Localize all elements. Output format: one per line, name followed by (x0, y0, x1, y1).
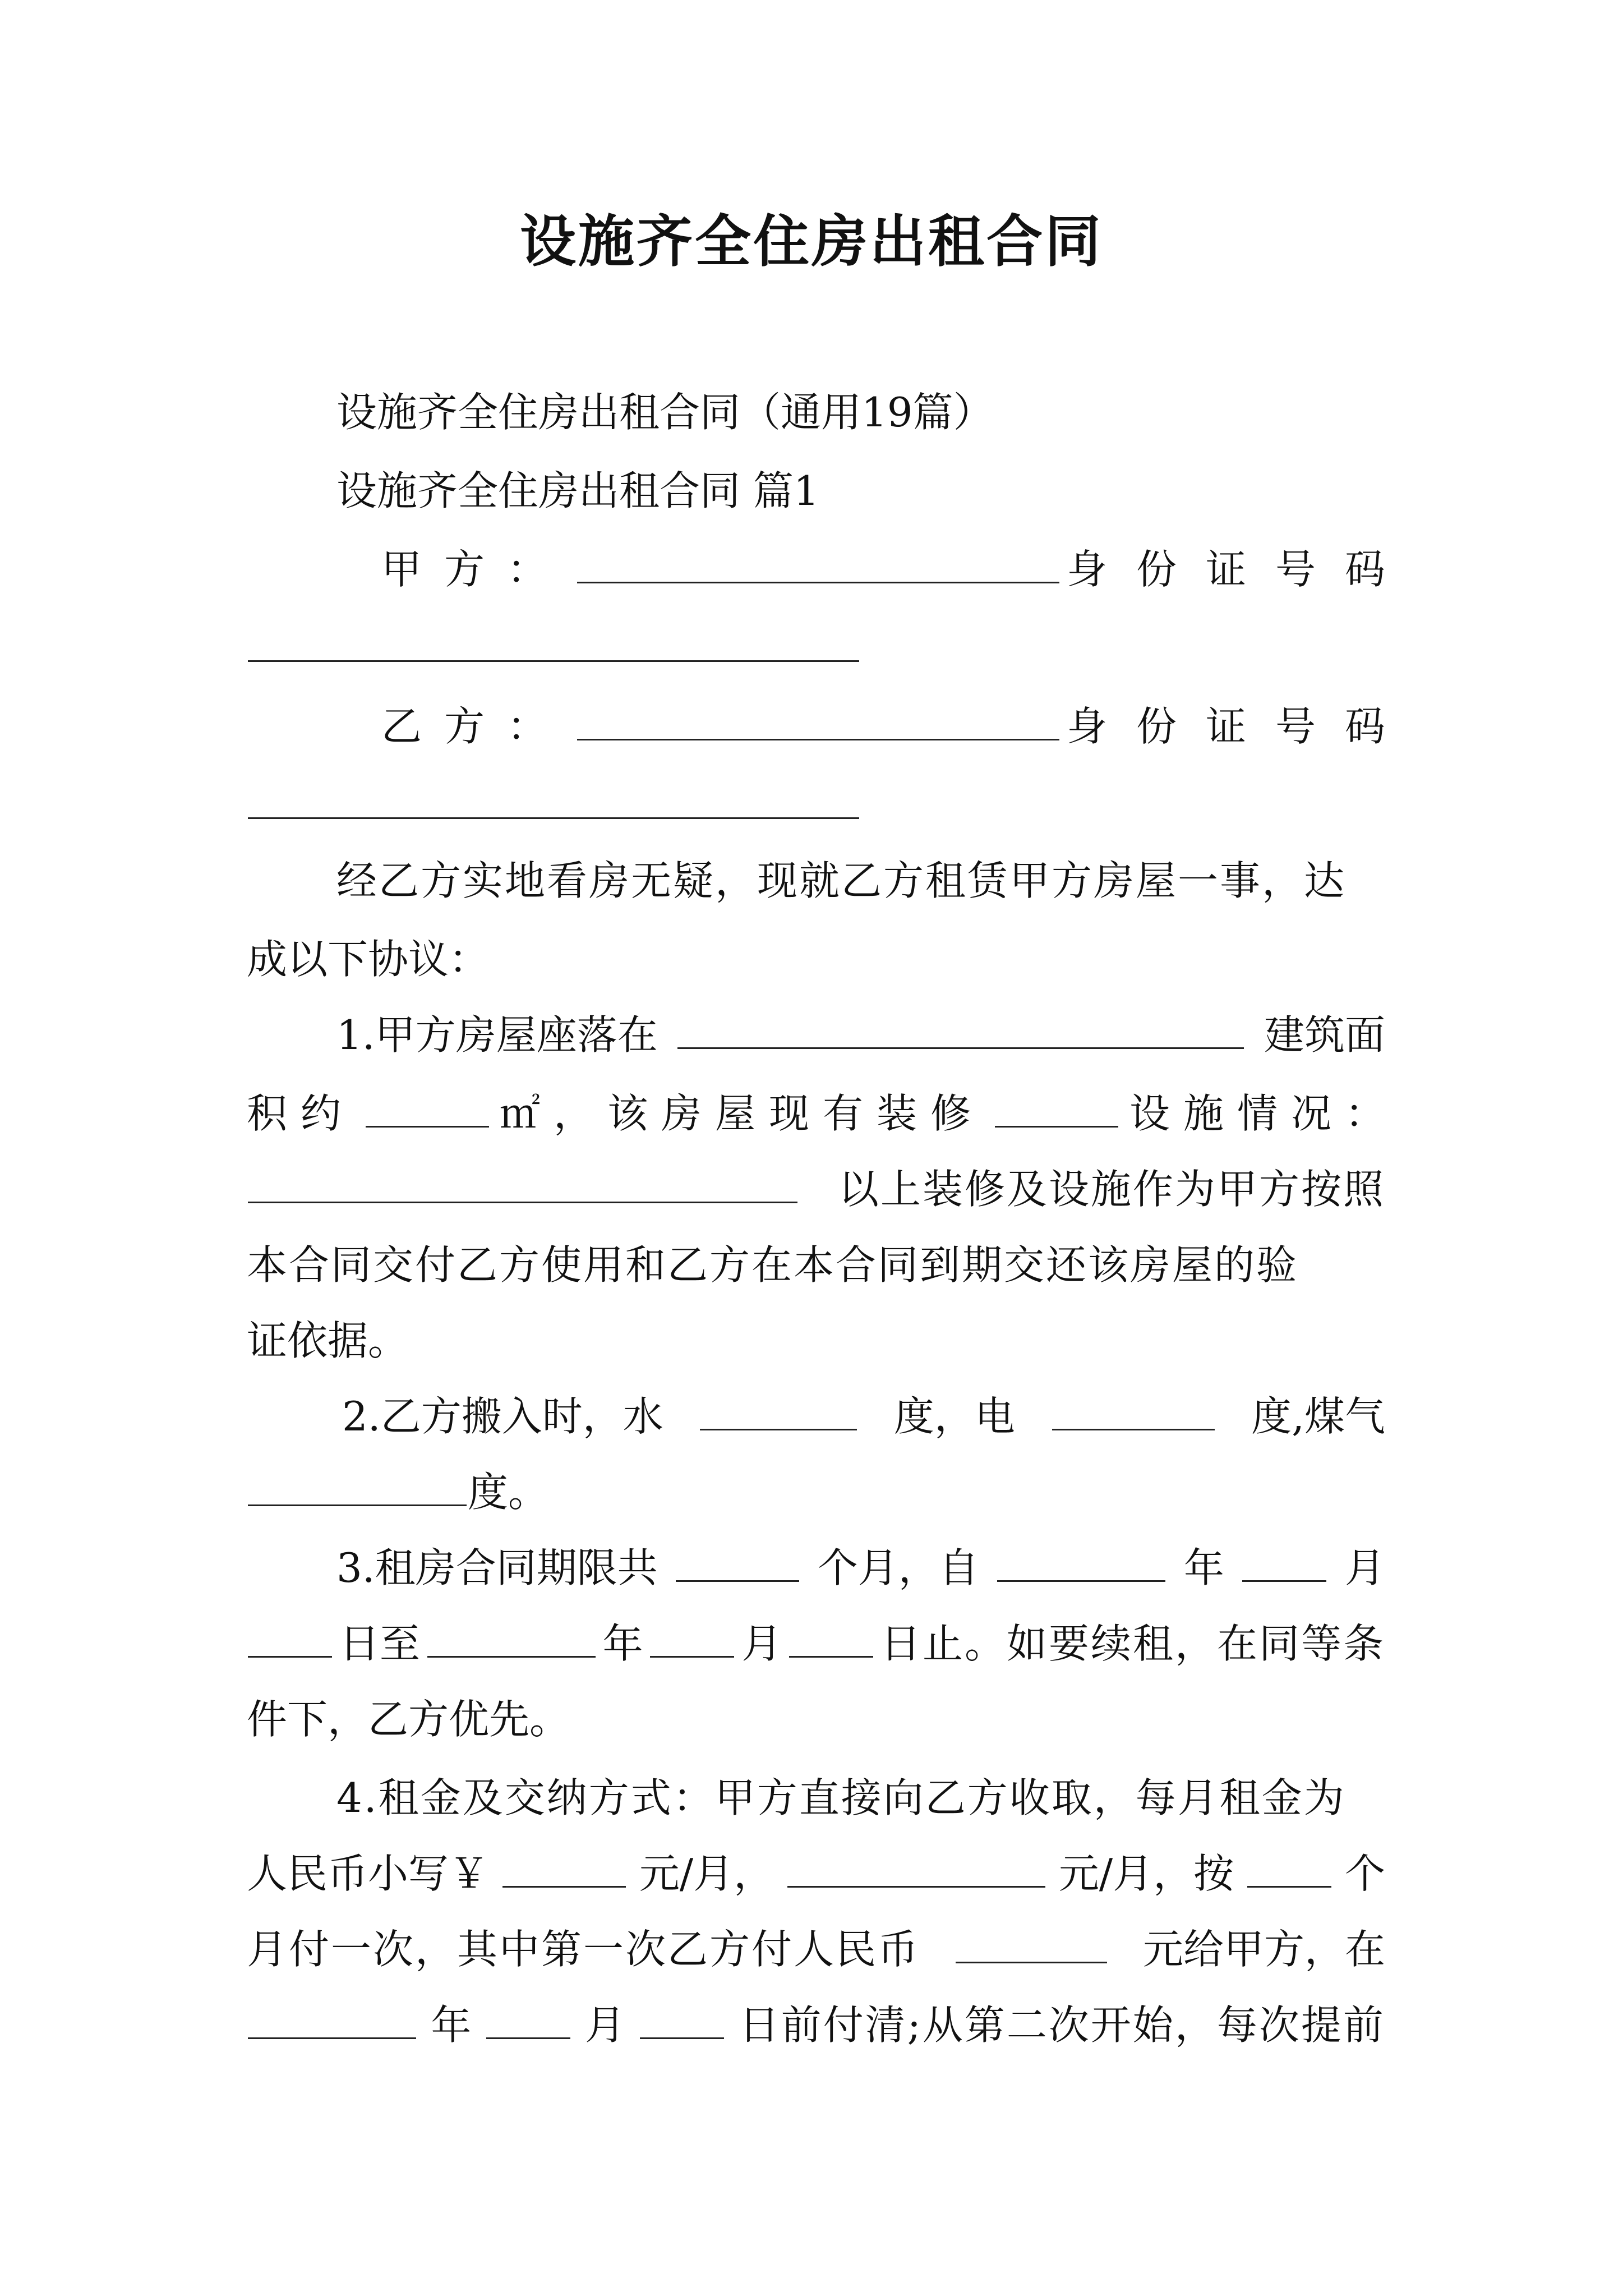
months-blank (676, 1541, 799, 1582)
clause-4-text-i: 月 (585, 2001, 626, 2049)
clause-1-text-g: 本合同交付乙方使用和乙方在本合同到期交还该房屋的验 (247, 1241, 1299, 1289)
pay-year-blank (248, 1998, 416, 2039)
party-a-line (247, 530, 1414, 609)
clause-1-line-4 (247, 1226, 1385, 1304)
clause-4-text-a: 4.租金及交纳方式：甲方直接向乙方收取，每月租金为 (336, 1774, 1346, 1821)
address-blank (677, 1008, 1244, 1049)
clause-1-text-e: 设施情况： (1129, 1090, 1399, 1137)
pay-day-blank (640, 1998, 724, 2039)
party-b-line (247, 687, 1414, 766)
intro-line-1 (247, 841, 1385, 920)
end-year-blank (427, 1617, 596, 1658)
clause-4-text-c: 元/月， (639, 1850, 774, 1897)
pay-interval-blank (1247, 1847, 1331, 1888)
intro-text-1: 经乙方实地看房无疑，现就乙方租赁甲方房屋一事，达 (336, 857, 1347, 904)
pay-month-blank (486, 1998, 570, 2039)
clause-4-line-3 (247, 1910, 1385, 1989)
clause-3-text-d: 月 (1344, 1544, 1385, 1591)
clause-1-text-h: 证依据。 (247, 1317, 409, 1364)
clause-3-line-2 (247, 1604, 1385, 1683)
intro-text-2: 成以下协议： (247, 936, 490, 983)
clause-4-text-j: 日前付清;从第二次开始，每次提前 (739, 2001, 1385, 2049)
clause-4-text-h: 年 (431, 2001, 472, 2049)
party-a-name-blank (577, 542, 1059, 583)
clause-2-line-1 (247, 1377, 1385, 1456)
clause-1-text-a: 1.甲方房屋座落在 (336, 1011, 658, 1059)
party-b-id-label: 身份证号码 (1066, 703, 1414, 750)
start-month-blank (1242, 1541, 1326, 1582)
part-heading: 设施齐全住房出租合同 篇1 (336, 467, 819, 514)
end-day-blank (789, 1617, 873, 1658)
document-title: 设施齐全住房出租合同 (520, 208, 1103, 274)
clause-3-text-f: 年 (602, 1620, 643, 1667)
gas-blank (248, 1465, 467, 1506)
electricity-blank (1052, 1389, 1215, 1430)
party-a-id-line (247, 609, 1385, 687)
clause-3-text-i: 件下，乙方优先。 (247, 1696, 570, 1743)
clause-4-line-1 (247, 1759, 1385, 1837)
clause-2-text-c: 度,煤气 (1251, 1393, 1385, 1440)
clause-3-line-3 (247, 1680, 1385, 1759)
area-blank (366, 1087, 489, 1128)
party-b-label: 乙方： (381, 703, 570, 750)
clause-2-text-d: 度。 (468, 1469, 549, 1516)
clause-2-text-a: 2.乙方搬入时，水 (342, 1393, 663, 1440)
clause-1-line-2 (247, 1074, 1399, 1153)
first-payment-blank (956, 1922, 1107, 1963)
start-year-blank (997, 1541, 1165, 1582)
clause-3-text-c: 年 (1183, 1544, 1224, 1591)
rent-words-blank (787, 1847, 1045, 1888)
water-blank (700, 1389, 857, 1430)
party-b-id-line (247, 766, 1385, 844)
clause-3-text-h: 日止。如要续租，在同等条 (880, 1620, 1385, 1667)
clause-1-text-c: 积约 (247, 1090, 355, 1137)
clause-2-line-2 (247, 1453, 1385, 1531)
intro-line-2 (247, 920, 1385, 999)
clause-4-text-d: 元/月，按 (1058, 1850, 1234, 1897)
clause-3-line-1 (247, 1529, 1385, 1607)
clause-1-line-5 (247, 1301, 1385, 1380)
clause-4-text-g: 元给甲方，在 (1142, 1926, 1385, 1973)
party-b-name-blank (577, 700, 1059, 740)
party-b-id-blank (248, 778, 859, 819)
clause-4-line-2 (247, 1834, 1385, 1913)
clause-4-text-f: 月付一次，其中第一次乙方付人民币 (247, 1926, 920, 1973)
party-a-label: 甲方： (381, 546, 570, 593)
clause-1-text-d: ㎡，该房屋现有装修 (499, 1090, 984, 1137)
clause-3-text-b: 个月，自 (817, 1544, 979, 1591)
clause-4-line-4 (247, 1986, 1385, 2064)
end-month-blank (650, 1617, 734, 1658)
clause-1-text-f: 以上装修及设施作为甲方按照 (838, 1166, 1385, 1213)
document-subtitle: 设施齐全住房出租合同（通用19篇） (336, 389, 994, 436)
facilities-blank (248, 1162, 797, 1203)
clause-2-text-b: 度，电 (893, 1393, 1015, 1440)
clause-1-text-b: 建筑面 (1264, 1011, 1385, 1059)
rent-number-blank (502, 1847, 626, 1888)
clause-4-text-b: 人民币小写￥ (247, 1850, 490, 1897)
decoration-blank (995, 1087, 1118, 1128)
clause-3-text-e: 日至 (339, 1620, 420, 1667)
start-day-blank (248, 1617, 332, 1658)
party-a-id-blank (248, 621, 859, 662)
clause-3-text-a: 3.租房合同期限共 (336, 1544, 658, 1591)
clause-1-line-1 (247, 996, 1385, 1074)
clause-3-text-g: 月 (741, 1620, 782, 1667)
party-a-id-label: 身份证号码 (1066, 546, 1414, 593)
clause-4-text-e: 个 (1344, 1850, 1385, 1897)
clause-1-line-3 (247, 1150, 1385, 1228)
